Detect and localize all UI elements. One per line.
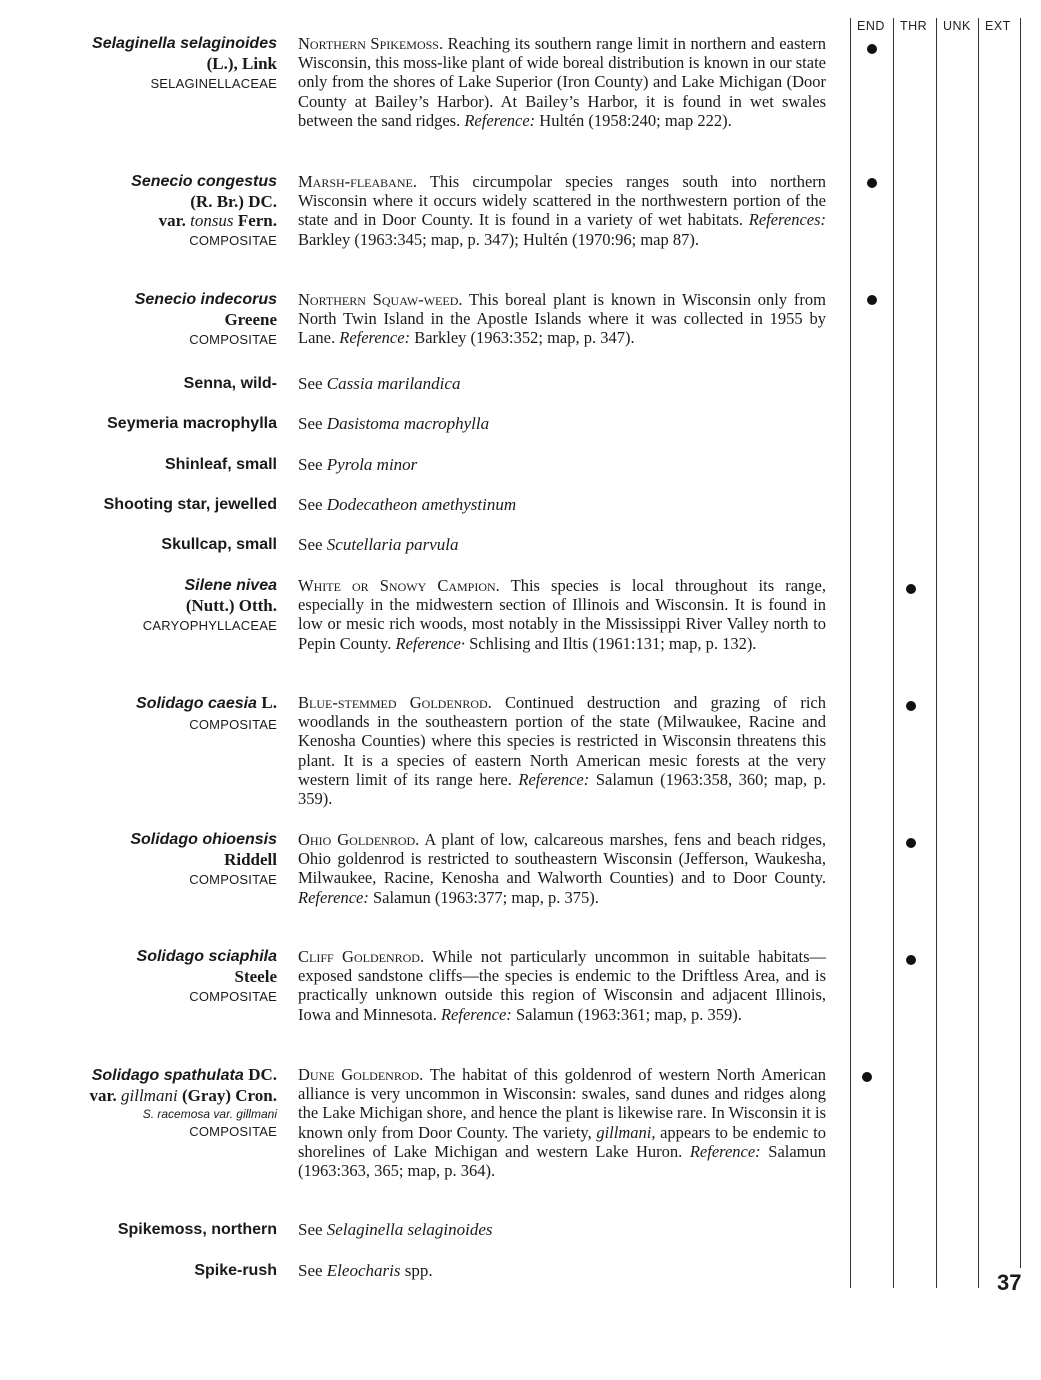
reference-text: Salamun (1963:363, 365; map, p. 364). bbox=[298, 1141, 827, 1181]
reference-text: Barkley (1963:345; map, p. 347); Hultén (1970:96; map 87). bbox=[298, 229, 699, 249]
species-name: Senecio congestus bbox=[131, 173, 277, 190]
species-description bbox=[298, 172, 826, 249]
see-label: See bbox=[298, 414, 323, 433]
reference-label: Reference: bbox=[339, 328, 411, 348]
description-text: This species is local throughout its range, especially in the midwestern section of Illinois and Wisconsin. It is found in low or mesic rich woods, most notably in the Mississippi River Valley north to Pepin County. bbox=[298, 576, 826, 653]
species-name: Silene nivea bbox=[184, 577, 277, 594]
see-label: See bbox=[298, 535, 323, 554]
description-text: A plant of low, calcareous marshes, fens and beach ridges, Ohio goldenrod is restricted to southeastern Wisconsin (Jefferson, Waukesha, Milwaukee, Racine, Kenosha and Walworth Counties) and to Door County. bbox=[298, 830, 827, 888]
species-description bbox=[298, 1065, 826, 1180]
reference-label: Reference: bbox=[440, 1004, 512, 1024]
cross-reference-term: Skullcap, small bbox=[161, 536, 277, 553]
species-authority: Greene bbox=[224, 310, 277, 329]
species-family: COMPOSITAE bbox=[189, 872, 277, 887]
cross-reference-term: Spikemoss, northern bbox=[117, 1221, 277, 1238]
reference-label: Reference· bbox=[395, 633, 465, 653]
species-name: Solidago spathulata bbox=[91, 1067, 244, 1084]
cross-reference-term: Senna, wild- bbox=[183, 375, 277, 392]
status-dot-end bbox=[867, 44, 877, 54]
reference-text: Salamun (1963:377; map, p. 375). bbox=[372, 887, 599, 907]
species-heading bbox=[137, 947, 277, 1007]
variety-prefix: var. bbox=[89, 1086, 117, 1105]
description-text: This boreal plant is known in Wisconsin only from North Twin Island in the Apostle Islands where it was collected in 1955 by Lane. bbox=[298, 290, 826, 348]
cross-reference-target: Selaginella selaginoides bbox=[326, 1220, 493, 1239]
reference-label: References: bbox=[748, 210, 827, 230]
species-authority: Steele bbox=[234, 967, 277, 986]
cross-reference-term: Shooting star, jewelled bbox=[103, 496, 277, 513]
reference-label: Reference: bbox=[464, 110, 536, 130]
header-end: END bbox=[857, 19, 885, 33]
common-name: White or Snowy Campion. bbox=[298, 576, 500, 595]
see-label: See bbox=[298, 1261, 323, 1280]
description-text-continued: appears to be endemic to shorelines of Lake Michigan and western Lake Huron. bbox=[298, 1122, 827, 1161]
description-text: This circumpolar species ranges south into northern Wisconsin where it occurs widely scattered in the northwestern portion of the state and in Door County. It is found in a variety of wet habitats. bbox=[298, 172, 827, 230]
species-description bbox=[298, 830, 826, 907]
header-thr: THR bbox=[900, 19, 928, 33]
reference-label: Reference: bbox=[298, 887, 369, 907]
cross-reference-term: Spike-rush bbox=[194, 1262, 277, 1279]
common-name: Northern Spikemoss. bbox=[298, 34, 444, 53]
species-description bbox=[298, 576, 826, 653]
species-authority: L. bbox=[261, 693, 277, 712]
species-name: Solidago sciaphila bbox=[136, 948, 277, 965]
species-authority: (L.), Link bbox=[206, 54, 277, 73]
variety-prefix: var. bbox=[158, 211, 186, 230]
description-text: While not particularly uncommon in suitable habitats—exposed sandstone cliffs—the species is endemic to the Driftless Area, and is practically unknown outside this region of Wisconsin and adjacent Illinois, Iowa and Minnesota. bbox=[298, 947, 826, 1024]
species-heading bbox=[143, 576, 277, 636]
species-family: CARYOPHYLLACEAE bbox=[142, 618, 277, 633]
species-authority: (R. Br.) DC. bbox=[190, 192, 277, 211]
species-heading bbox=[135, 290, 277, 350]
common-name: Northern Squaw-weed. bbox=[298, 290, 463, 309]
species-heading bbox=[130, 830, 277, 890]
header-ext: EXT bbox=[985, 19, 1011, 33]
cross-reference-target: Cassia marilandica bbox=[326, 374, 461, 393]
species-description bbox=[298, 947, 826, 1024]
species-name: Selaginella selaginoides bbox=[92, 35, 277, 52]
species-synonym: S. racemosa var. gillmani bbox=[142, 1107, 277, 1121]
reference-text: Salamun (1963:361; map, p. 359). bbox=[515, 1004, 742, 1024]
description-variety: gillmani, bbox=[596, 1122, 656, 1142]
reference-text: Hultén (1958:240; map 222). bbox=[539, 110, 732, 130]
species-family: SELAGINELLACEAE bbox=[150, 76, 277, 91]
column-rule-right bbox=[1020, 18, 1021, 1268]
cross-reference-target: Pyrola minor bbox=[326, 455, 418, 474]
species-name: Senecio indecorus bbox=[134, 291, 277, 308]
cross-reference-target: Scutellaria parvula bbox=[326, 535, 459, 554]
species-name: Solidago ohioensis bbox=[130, 831, 277, 848]
common-name: Cliff Goldenrod. bbox=[298, 947, 425, 966]
species-description bbox=[298, 693, 826, 808]
column-rule-unk-ext bbox=[978, 18, 979, 1288]
species-name: Solidago caesia bbox=[136, 695, 257, 712]
status-dot-thr bbox=[906, 701, 916, 711]
species-family: COMPOSITAE bbox=[189, 332, 277, 347]
species-description bbox=[298, 290, 826, 348]
common-name: Dune Goldenrod. bbox=[298, 1065, 424, 1084]
species-family: COMPOSITAE bbox=[189, 989, 277, 1004]
see-label: See bbox=[298, 455, 323, 474]
variety-author: Fern. bbox=[237, 211, 277, 230]
column-rule-thr-unk bbox=[936, 18, 937, 1288]
species-description bbox=[298, 34, 826, 130]
status-dot-thr bbox=[906, 838, 916, 848]
status-dot-end bbox=[862, 1072, 872, 1082]
description-text: Reaching its southern range limit in northern and eastern Wisconsin, this moss-like plant of wide boreal distribution is known in our state only from the shores of Lake Superior (Iron County) and Lake Michigan (Door County at Bailey’s Harbor). At Bailey’s Harbor, it is found in wet swales between the sand ridges. bbox=[298, 34, 827, 130]
column-rule-end-thr bbox=[893, 18, 894, 1288]
see-label: See bbox=[298, 374, 323, 393]
cross-reference-term: Shinleaf, small bbox=[164, 456, 277, 473]
species-heading bbox=[136, 693, 277, 735]
status-dot-end bbox=[867, 178, 877, 188]
species-heading bbox=[131, 172, 277, 251]
see-label: See bbox=[298, 1220, 323, 1239]
status-dot-thr bbox=[906, 955, 916, 965]
species-heading bbox=[90, 1065, 277, 1140]
cross-reference-term: Seymeria macrophylla bbox=[107, 415, 277, 432]
common-name: Marsh-fleabane. bbox=[298, 172, 417, 191]
description-text: Continued destruction and grazing of rich woodlands in the southeastern portion of the state (Milwaukee, Racine and Kenosha Counties) where this species is restricted in Wisconsin threatens this plant. It is a species of eastern North American mesic forests at the very western limit of its range here. bbox=[298, 693, 827, 789]
common-name: Ohio Goldenrod. bbox=[298, 830, 420, 849]
cross-reference-target: Dasistoma macrophylla bbox=[326, 414, 490, 433]
reference-label: Reference: bbox=[689, 1141, 761, 1161]
species-family: COMPOSITAE bbox=[189, 1124, 277, 1139]
common-name: Blue-stemmed Goldenrod. bbox=[298, 693, 492, 712]
species-heading bbox=[92, 34, 277, 94]
variety-name: gillmani bbox=[121, 1086, 178, 1105]
column-rule-end-left bbox=[850, 18, 851, 1288]
species-family: COMPOSITAE bbox=[189, 233, 277, 248]
page-number: 37 bbox=[997, 1270, 1022, 1295]
cross-reference-suffix: spp. bbox=[404, 1261, 433, 1280]
cross-reference-target: Dodecatheon amethystinum bbox=[326, 495, 517, 514]
reference-label: Reference: bbox=[518, 769, 590, 789]
reference-text: Schlising and Iltis (1961:131; map, p. 132). bbox=[469, 633, 757, 653]
status-dot-end bbox=[867, 295, 877, 305]
header-unk: UNK bbox=[943, 19, 971, 33]
cross-reference-target: Eleocharis bbox=[326, 1261, 401, 1280]
reference-text: Barkley (1963:352; map, p. 347). bbox=[414, 328, 635, 348]
description-text: The habitat of this goldenrod of western North American alliance is very uncommon in Wisconsin: swales, sand dunes and ridges along the Lake Michigan shore, and hence the plant is likewise rare. In Wisconsin it is known only from Door County. The variety, bbox=[298, 1065, 826, 1142]
see-label: See bbox=[298, 495, 323, 514]
status-dot-thr bbox=[906, 584, 916, 594]
variety-name: tonsus bbox=[190, 211, 234, 230]
reference-text: Salamun (1963:358, 360; map, p. 359). bbox=[298, 769, 827, 809]
variety-author: (Gray) Cron. bbox=[181, 1086, 277, 1105]
species-family: COMPOSITAE bbox=[189, 717, 277, 732]
species-authority: Riddell bbox=[224, 850, 277, 869]
species-authority: DC. bbox=[248, 1065, 277, 1084]
species-authority: (Nutt.) Otth. bbox=[185, 596, 277, 615]
